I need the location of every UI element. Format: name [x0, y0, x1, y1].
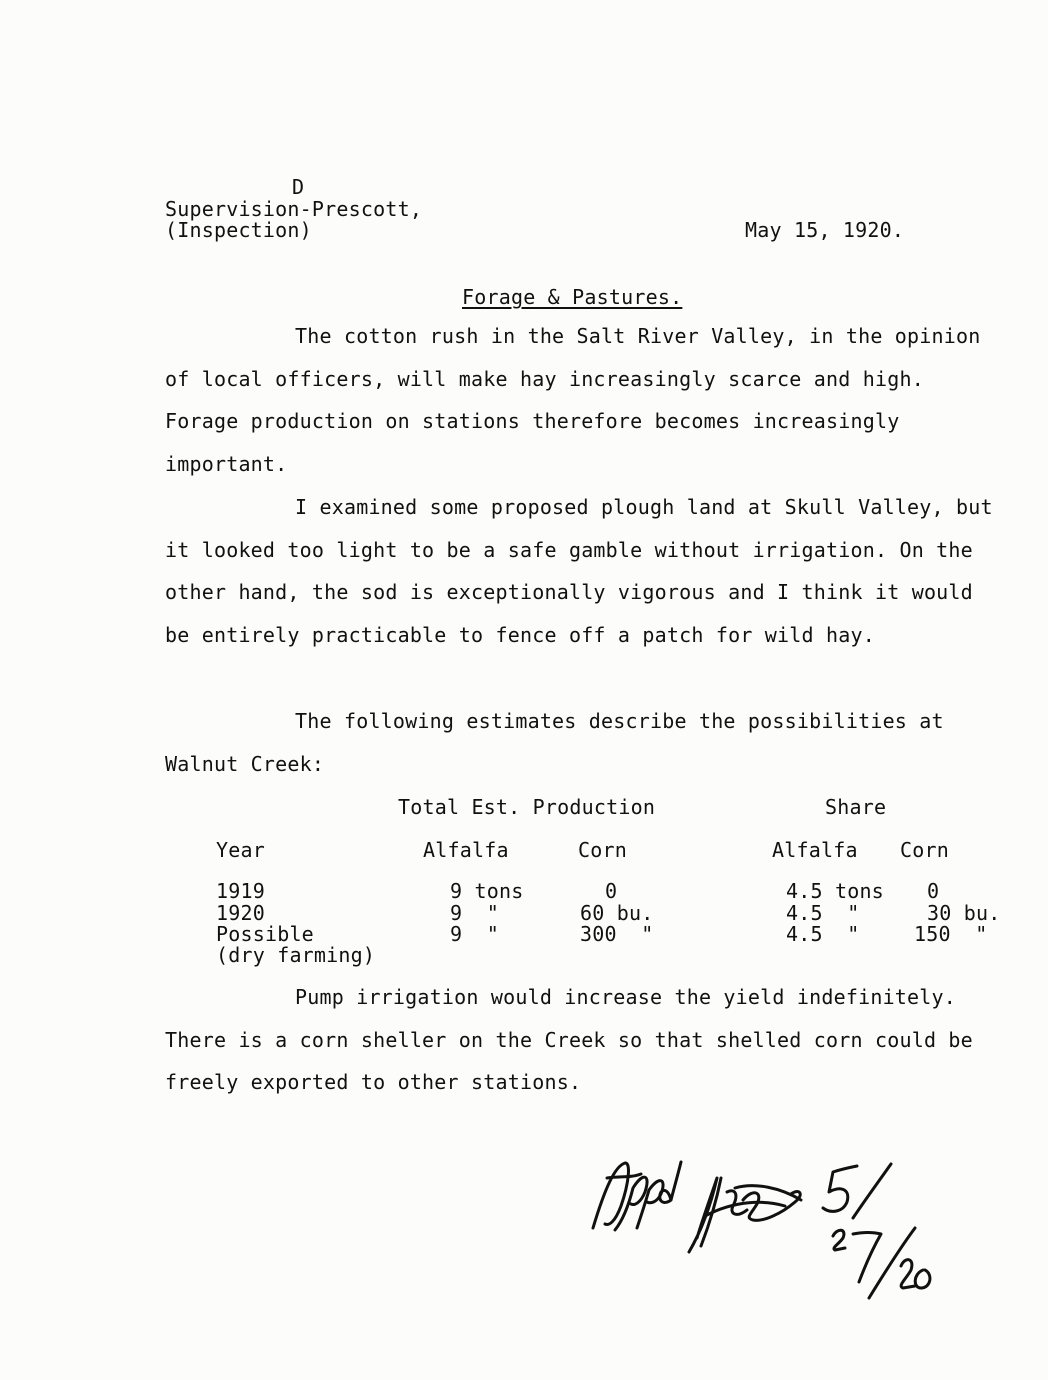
paragraph-3: The following estimates describe the possibilities at Walnut Creek:: [165, 709, 944, 776]
cell-corn: 60 bu.: [580, 901, 654, 925]
group-header-share: Share: [825, 795, 887, 819]
header-date: May 15, 1920.: [745, 218, 905, 242]
header-office: Supervision-Prescott,: [165, 197, 423, 221]
paragraph-closing: Pump irrigation would increase the yield indefinitely. There is a corn sheller on the Creek so that shelled corn could be freely exported to other stations.: [165, 985, 973, 1095]
row-note: (dry farming): [216, 943, 376, 967]
cell-year: Possible: [216, 922, 314, 946]
cell-corn: 0: [605, 879, 618, 903]
cell-share-corn: 0: [927, 879, 940, 903]
group-header-production: Total Est. Production: [398, 795, 656, 819]
paragraph-1: The cotton rush in the Salt River Valley, in the opinion of local officers, will make hay increasingly scarce and high. Forage production on stations therefore becomes increasingly important.: [165, 324, 981, 477]
paragraph-2: I examined some proposed plough land at Skull Valley, but it looked too light to be a safe gamble without irrigation. On the other hand, the sod is exceptionally vigorous and I think it would be entirely practicable to fence off a patch for wild hay.: [165, 495, 993, 648]
header-letter: D: [292, 175, 305, 199]
cell-corn: 300 ": [580, 922, 654, 946]
column-header-year: Year: [216, 838, 265, 862]
cell-share-corn: 150 ": [914, 922, 988, 946]
cell-share-alfalfa: 4.5 ": [786, 901, 860, 925]
cell-alfalfa: 9 ": [450, 922, 499, 946]
cell-share-alfalfa: 4.5 ": [786, 922, 860, 946]
cell-share-alfalfa: 4.5 tons: [786, 879, 884, 903]
column-header-share-alfalfa: Alfalfa: [772, 838, 858, 862]
cell-alfalfa: 9 tons: [450, 879, 524, 903]
cell-share-corn: 30 bu.: [927, 901, 1001, 925]
header-subject: (Inspection): [165, 218, 312, 242]
column-header-share-corn: Corn: [900, 838, 949, 862]
handwritten-signature: [585, 1148, 945, 1308]
section-title: Forage & Pastures.: [462, 285, 683, 309]
column-header-alfalfa: Alfalfa: [423, 838, 509, 862]
column-header-corn: Corn: [578, 838, 627, 862]
cell-year: 1920: [216, 901, 265, 925]
cell-alfalfa: 9 ": [450, 901, 499, 925]
cell-year: 1919: [216, 879, 265, 903]
